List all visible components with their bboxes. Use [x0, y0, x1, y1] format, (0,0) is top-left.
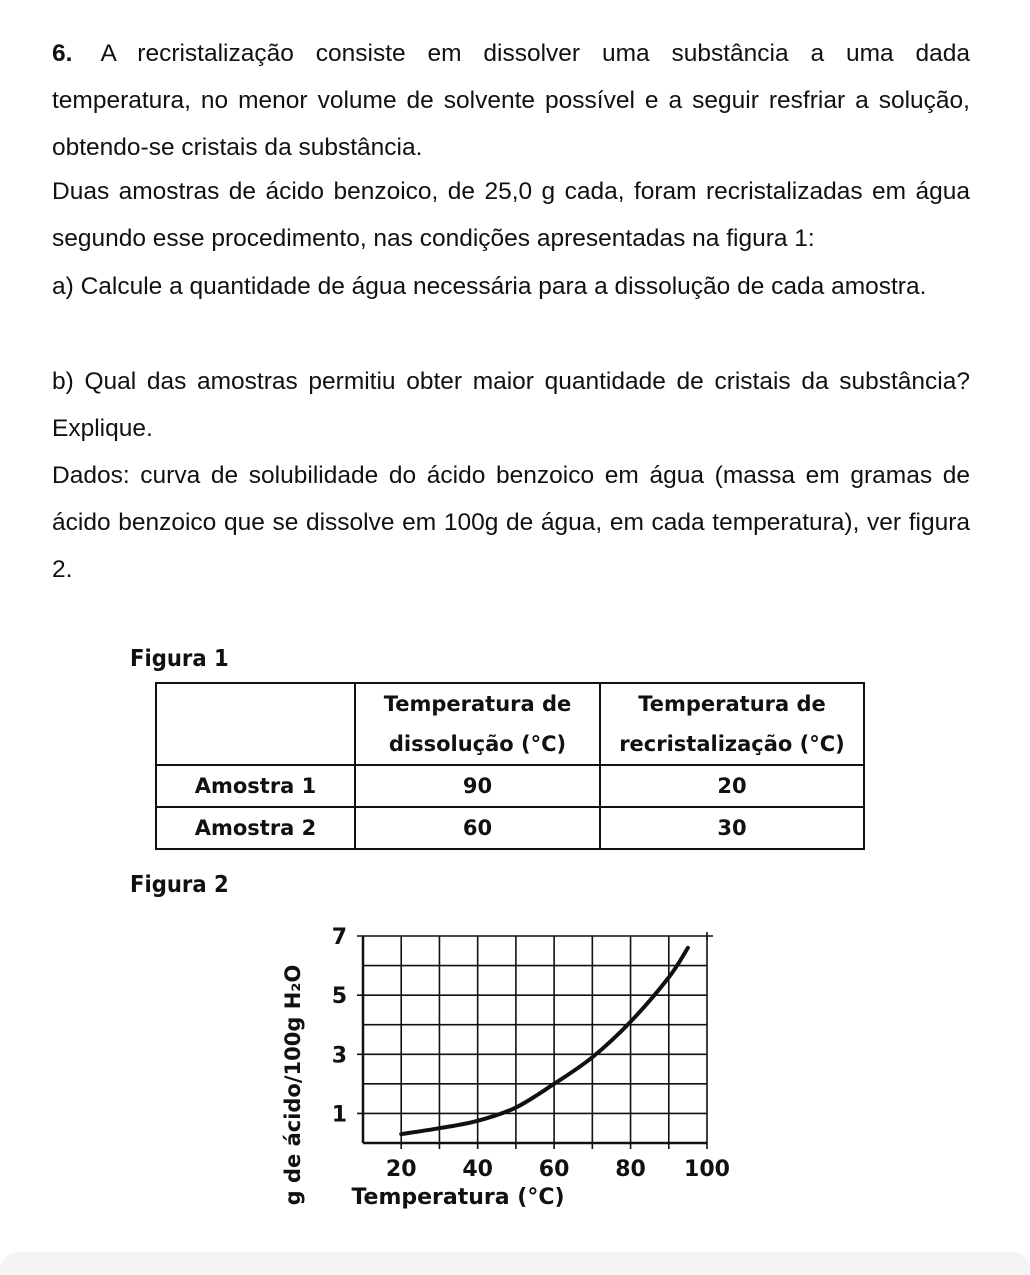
x-tick-label: 40 — [462, 1157, 493, 1182]
bottom-edge — [0, 1252, 1030, 1275]
table-row — [156, 807, 864, 849]
x-tick-label: 80 — [615, 1157, 646, 1182]
y-tick-label: 7 — [331, 925, 347, 950]
solubility-chart — [270, 900, 740, 1220]
question-dados: Dados: curva de solubilidade do ácido benzoico em água (massa em gramas de ácido benzoico que se dissolve em 100g de água, em cada temperatura), ver figura 2. — [52, 462, 970, 583]
table-header-row — [156, 683, 864, 765]
figure1-table — [155, 682, 865, 850]
table-row — [156, 765, 864, 807]
x-tick-label: 20 — [385, 1157, 417, 1182]
table-cell-sample: Amostra 2 — [156, 807, 355, 849]
y-tick-labels — [332, 925, 347, 1127]
table-cell-recrystallization: 20 — [600, 765, 864, 807]
question-part-b: b) Qual das amostras permitiu obter maior quantidade de cristais da substância? Explique. — [52, 368, 970, 442]
y-axis-label: g de ácido/100g H₂O — [281, 964, 305, 1206]
x-tick-labels — [386, 1157, 730, 1182]
question-context: Duas amostras de ácido benzoico, de 25,0 g cada, foram recristalizadas em água segundo esse procedimento, nas condições apresentadas na figura 1: — [52, 178, 970, 252]
y-tick-label: 3 — [331, 1043, 347, 1069]
figure2-label: Figura 2 — [130, 872, 229, 898]
chart-grid — [357, 932, 713, 1149]
table-header-recrystallization: Temperatura de recristalização (°C) — [600, 683, 864, 765]
y-tick-label: 1 — [331, 1102, 347, 1128]
solubility-curve — [401, 948, 688, 1134]
x-tick-label: 60 — [538, 1157, 570, 1182]
question-intro: 6. A recristalização consiste em dissolver uma substância a uma dada temperatura, no menor volume de solvente possível e a seguir resfriar a solução, obtendo-se cristais da substância. — [52, 40, 970, 161]
figure1-label: Figura 1 — [130, 646, 229, 672]
table-header-empty — [156, 683, 355, 765]
table-cell-dissolution: 60 — [355, 807, 600, 849]
x-axis-label: Temperatura (°C) — [351, 1185, 565, 1210]
y-tick-label: 5 — [331, 984, 347, 1010]
table-header-dissolution: Temperatura de dissolução (°C) — [355, 683, 600, 765]
table-cell-sample: Amostra 1 — [156, 765, 355, 807]
table-cell-dissolution: 90 — [355, 765, 600, 807]
x-tick-label: 100 — [684, 1157, 730, 1182]
question-number: 6. — [52, 40, 73, 67]
table-cell-recrystallization: 30 — [600, 807, 864, 849]
question-part-a: a) Calcule a quantidade de água necessária para a dissolução de cada amostra. — [52, 273, 927, 300]
